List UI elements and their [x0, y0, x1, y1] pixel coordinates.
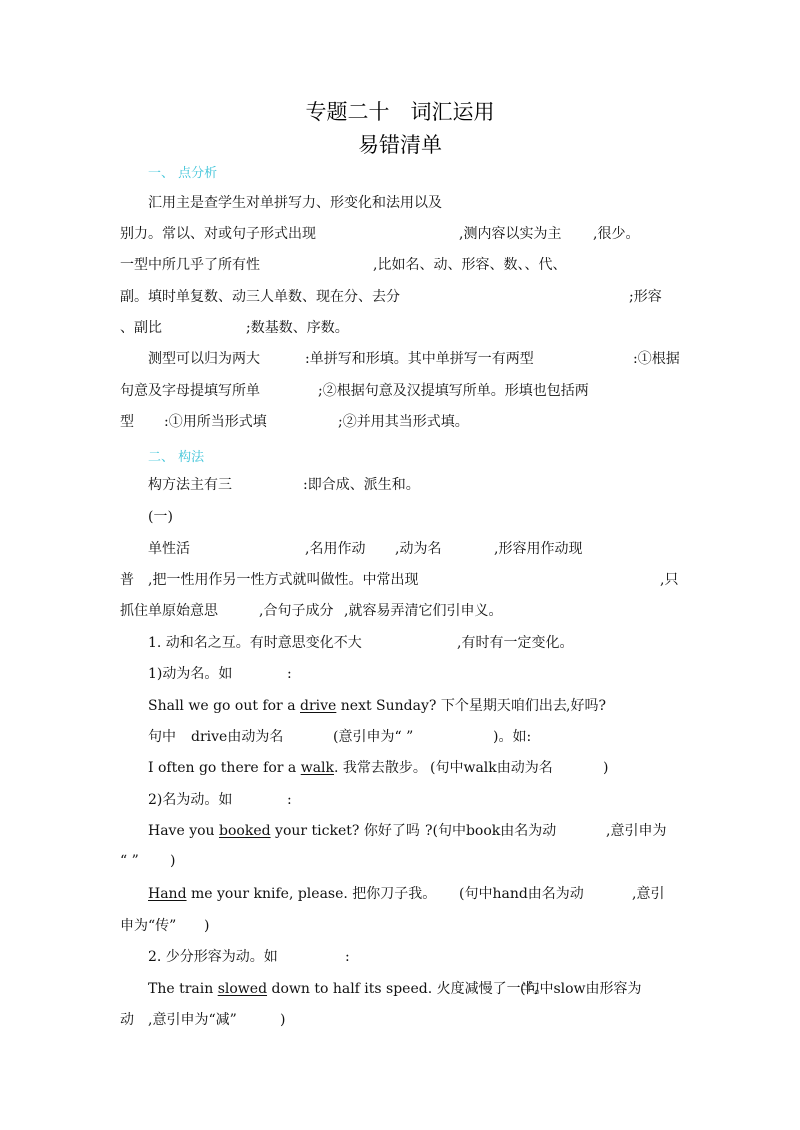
paragraph-line: :: [345, 949, 350, 965]
paragraph-line: ,比如名、动、形容、数、、代、: [373, 257, 567, 273]
paragraph-line: “ ”: [120, 853, 139, 869]
paragraph-line: 单性活: [148, 541, 190, 557]
paragraph-line: :即合成、派生和。: [303, 477, 420, 493]
paragraph-line: 抓住单原始意思: [120, 603, 218, 619]
example-sentence: [148, 822, 420, 840]
paragraph-line: 测型可以归为两大: [148, 351, 260, 367]
paragraph-line: 1. 动和名之互。有时意思变化不大: [148, 635, 362, 651]
paragraph-line: :①用所当形式填: [164, 414, 267, 430]
paragraph-line: :: [287, 792, 292, 808]
paragraph-line: 构方法主有三: [148, 477, 232, 493]
example-text: I often go there for a: [148, 760, 301, 776]
underlined-word: slowed: [217, 981, 268, 997]
paragraph-line: ,动为名: [395, 541, 442, 557]
paragraph-line: 型: [120, 414, 134, 430]
paragraph-line: :单拼写和形填。其中单拼写一有两型: [305, 351, 534, 367]
paragraph-line: ,形容用作动现: [494, 541, 583, 557]
paragraph-line: 句意及字母提填写所单: [120, 383, 260, 399]
underlined-word: booked: [219, 823, 271, 839]
page-subtitle: 易错清单: [358, 133, 442, 157]
paragraph-line: ,好吗?: [566, 698, 606, 714]
example-text: Have you: [148, 823, 220, 839]
paragraph-line: ,意引申为“减”: [148, 1012, 237, 1028]
paragraph-line: ,意引申为: [606, 823, 667, 839]
paragraph-line: ,意引: [632, 886, 665, 902]
paragraph-line: )。如:: [493, 729, 532, 745]
example-sentence: [148, 885, 436, 903]
example-sentence: [148, 759, 427, 777]
paragraph-line: 2)名为动。如: [148, 792, 233, 808]
paragraph-line: ;数基数、序数。: [246, 320, 349, 336]
paragraph-line: 申为“传”: [120, 918, 177, 934]
paragraph-line: ;②根据句意及汉提填写所单。形填也包括两: [318, 383, 589, 399]
example-sentence: [148, 980, 549, 998]
paragraph-line: :①根据: [633, 351, 680, 367]
paragraph-line: :: [287, 666, 292, 682]
underlined-word: drive: [300, 698, 337, 714]
paragraph-line: 别力。常以、对或句子形式出现: [120, 226, 316, 242]
paragraph-line: ,把一性用作另一性方式就叫做性。中常出现: [148, 572, 419, 588]
example-text: Shall we go out for a: [148, 698, 300, 714]
paragraph-line: 动: [120, 1012, 134, 1028]
example-text: The train: [148, 981, 218, 997]
paragraph-line: ,合句子成分: [259, 603, 334, 619]
page-title: 专题二十 词汇运用: [305, 100, 495, 124]
paragraph-line: ): [204, 918, 210, 934]
paragraph-line: ): [170, 853, 176, 869]
section-heading-1: 一、 点分析: [148, 166, 218, 181]
paragraph-line: ,有时有一定变化。: [457, 635, 574, 651]
paragraph-line: (一): [148, 509, 173, 525]
paragraph-line: (句中hand由名为动: [459, 886, 584, 902]
example-text: down to half its speed. 火度减慢了一半。: [267, 981, 549, 997]
paragraph-line: drive由动为名: [191, 729, 284, 745]
paragraph-line: ;②并用其当形式填。: [338, 414, 469, 430]
example-text: me your knife, please. 把你刀子我。: [186, 886, 437, 902]
paragraph-line: ,只: [660, 572, 679, 588]
paragraph-line: 一型中所几乎了所有性: [120, 257, 260, 273]
paragraph-line: 、副比: [120, 320, 162, 336]
section-heading-2: 二、 构法: [148, 450, 205, 465]
paragraph-line: ?(句中book由名为动: [425, 823, 557, 839]
underlined-word: Hand: [148, 886, 187, 902]
paragraph-line: 句中: [148, 729, 176, 745]
example-text: . 我常去散步。: [334, 760, 427, 776]
paragraph-line: ): [280, 1012, 286, 1028]
paragraph-line: 汇用主是查学生对单拼写力、形变化和法用以及: [148, 195, 442, 211]
example-sentence: [148, 697, 567, 715]
paragraph-line: ,测内容以实为主: [459, 226, 562, 242]
paragraph-line: ): [603, 760, 609, 776]
paragraph-line: ;形容: [629, 289, 662, 305]
paragraph-line: 2. 少分形容为动。如: [148, 949, 278, 965]
example-text: next Sunday? 下个星期天咱们出去: [336, 698, 567, 714]
paragraph-line: (意引申为“ ”: [333, 729, 414, 745]
underlined-word: walk: [300, 760, 335, 776]
paragraph-line: ,名用作动: [305, 541, 366, 557]
paragraph-line: 副。填时单复数、动三人单数、现在分、去分: [120, 289, 400, 305]
example-text: your ticket? 你好了吗: [270, 823, 420, 839]
paragraph-line: ,就容易弄清它们引申义。: [344, 603, 503, 619]
paragraph-line: (句中slow由形容为: [520, 981, 642, 997]
paragraph-line: 1)动为名。如: [148, 666, 233, 682]
paragraph-line: ,很少。: [593, 226, 640, 242]
paragraph-line: (句中walk由动为名: [430, 760, 553, 776]
paragraph-line: 普: [120, 572, 134, 588]
